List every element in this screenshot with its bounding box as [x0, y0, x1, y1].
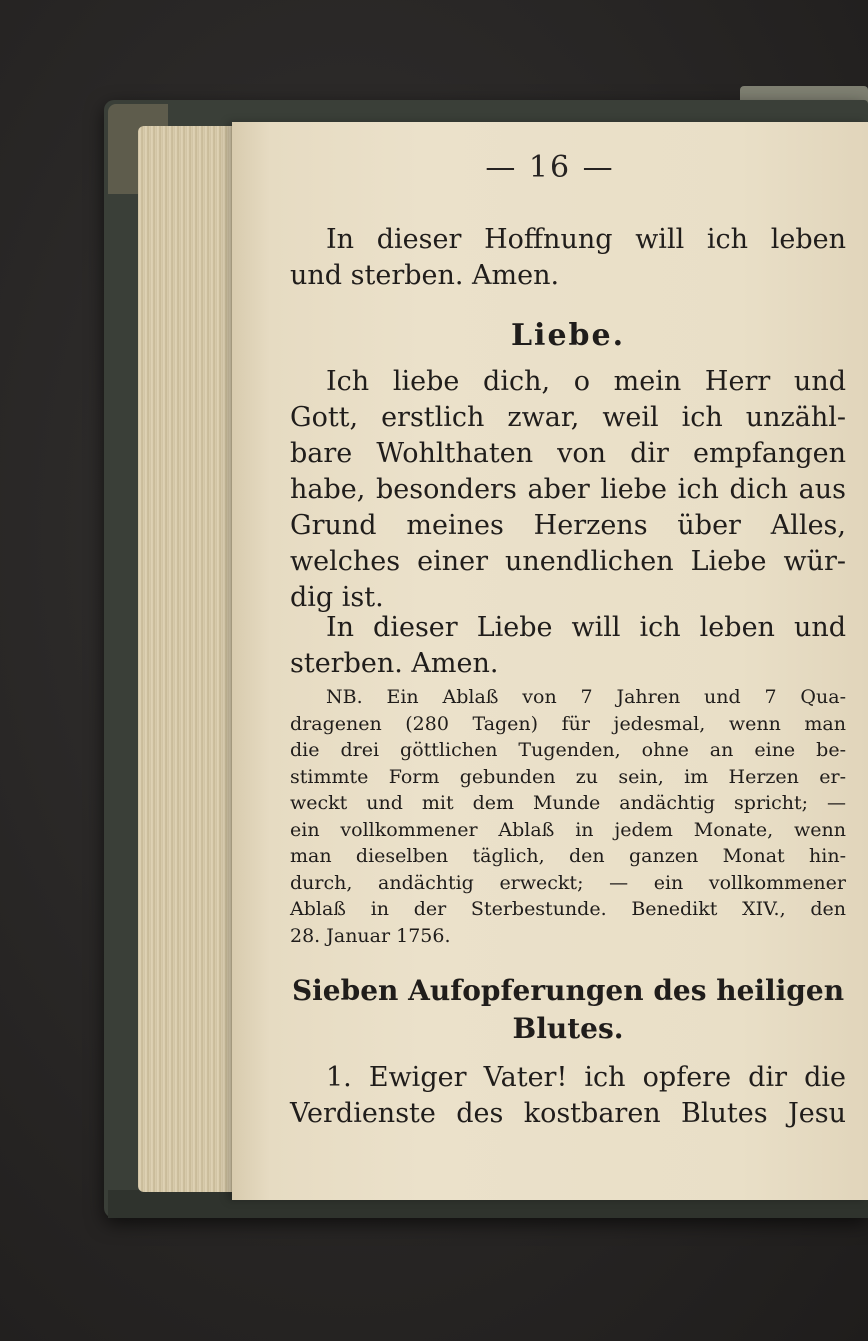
paragraph-offering: [290, 1060, 846, 1132]
text-line: Grund meines Herzens über Alles,: [290, 510, 846, 541]
paragraph-hope: [290, 222, 846, 294]
text-line: In dieser Liebe will ich leben und: [326, 612, 846, 643]
note-line: ein vollkommener Ablaß in jedem Monate, wenn: [290, 818, 846, 841]
paragraph-love: [290, 364, 846, 616]
note-line: dragenen (280 Tagen) für jedesmal, wenn man: [290, 712, 846, 735]
text-line: und sterben. Amen.: [290, 260, 560, 291]
indulgence-note: [290, 684, 846, 949]
page-number: — 16 —: [485, 150, 615, 185]
text-line: 1. Ewiger Vater! ich opfere dir die: [326, 1062, 846, 1093]
text-line: habe, besonders aber liebe ich dich aus: [290, 474, 846, 505]
note-line: die drei göttlichen Tugenden, ohne an eine be-: [290, 739, 846, 761]
section-heading-sieben: [290, 972, 846, 1048]
note-line: NB. Ein Ablaß von 7 Jahren und 7 Qua-: [326, 686, 846, 708]
note-line: Ablaß in der Sterbestunde. Benedikt XIV., den: [290, 898, 846, 920]
text-line: Gott, erstlich zwar, weil ich unzähl-: [290, 402, 846, 433]
heading-line: Sieben Aufopferungen des heiligen: [291, 974, 845, 1007]
text-line: sterben. Amen.: [290, 648, 499, 679]
note-line: durch, andächtig erweckt; — ein vollkommener: [290, 871, 846, 894]
text-line: In dieser Hoffnung will ich leben: [326, 224, 846, 255]
section-heading-liebe: Liebe.: [510, 318, 626, 353]
text-line: Ich liebe dich, o mein Herr und: [326, 366, 846, 397]
note-line: 28. Januar 1756.: [290, 924, 451, 947]
text-line: welches einer unendlichen Liebe wür-: [290, 546, 846, 577]
note-line: weckt und mit dem Munde andächtig spricht; —: [290, 792, 846, 814]
text-line: bare Wohlthaten von dir empfangen: [290, 438, 846, 469]
heading-line: Blutes.: [512, 1012, 624, 1045]
note-line: stimmte Form gebunden zu sein, im Herzen er-: [290, 765, 846, 788]
paragraph-love-end: [290, 610, 846, 682]
note-line: man dieselben täglich, den ganzen Monat hin-: [290, 845, 846, 867]
text-line: Verdienste des kostbaren Blutes Jesu: [290, 1098, 846, 1129]
text-line: dig ist.: [290, 582, 384, 613]
